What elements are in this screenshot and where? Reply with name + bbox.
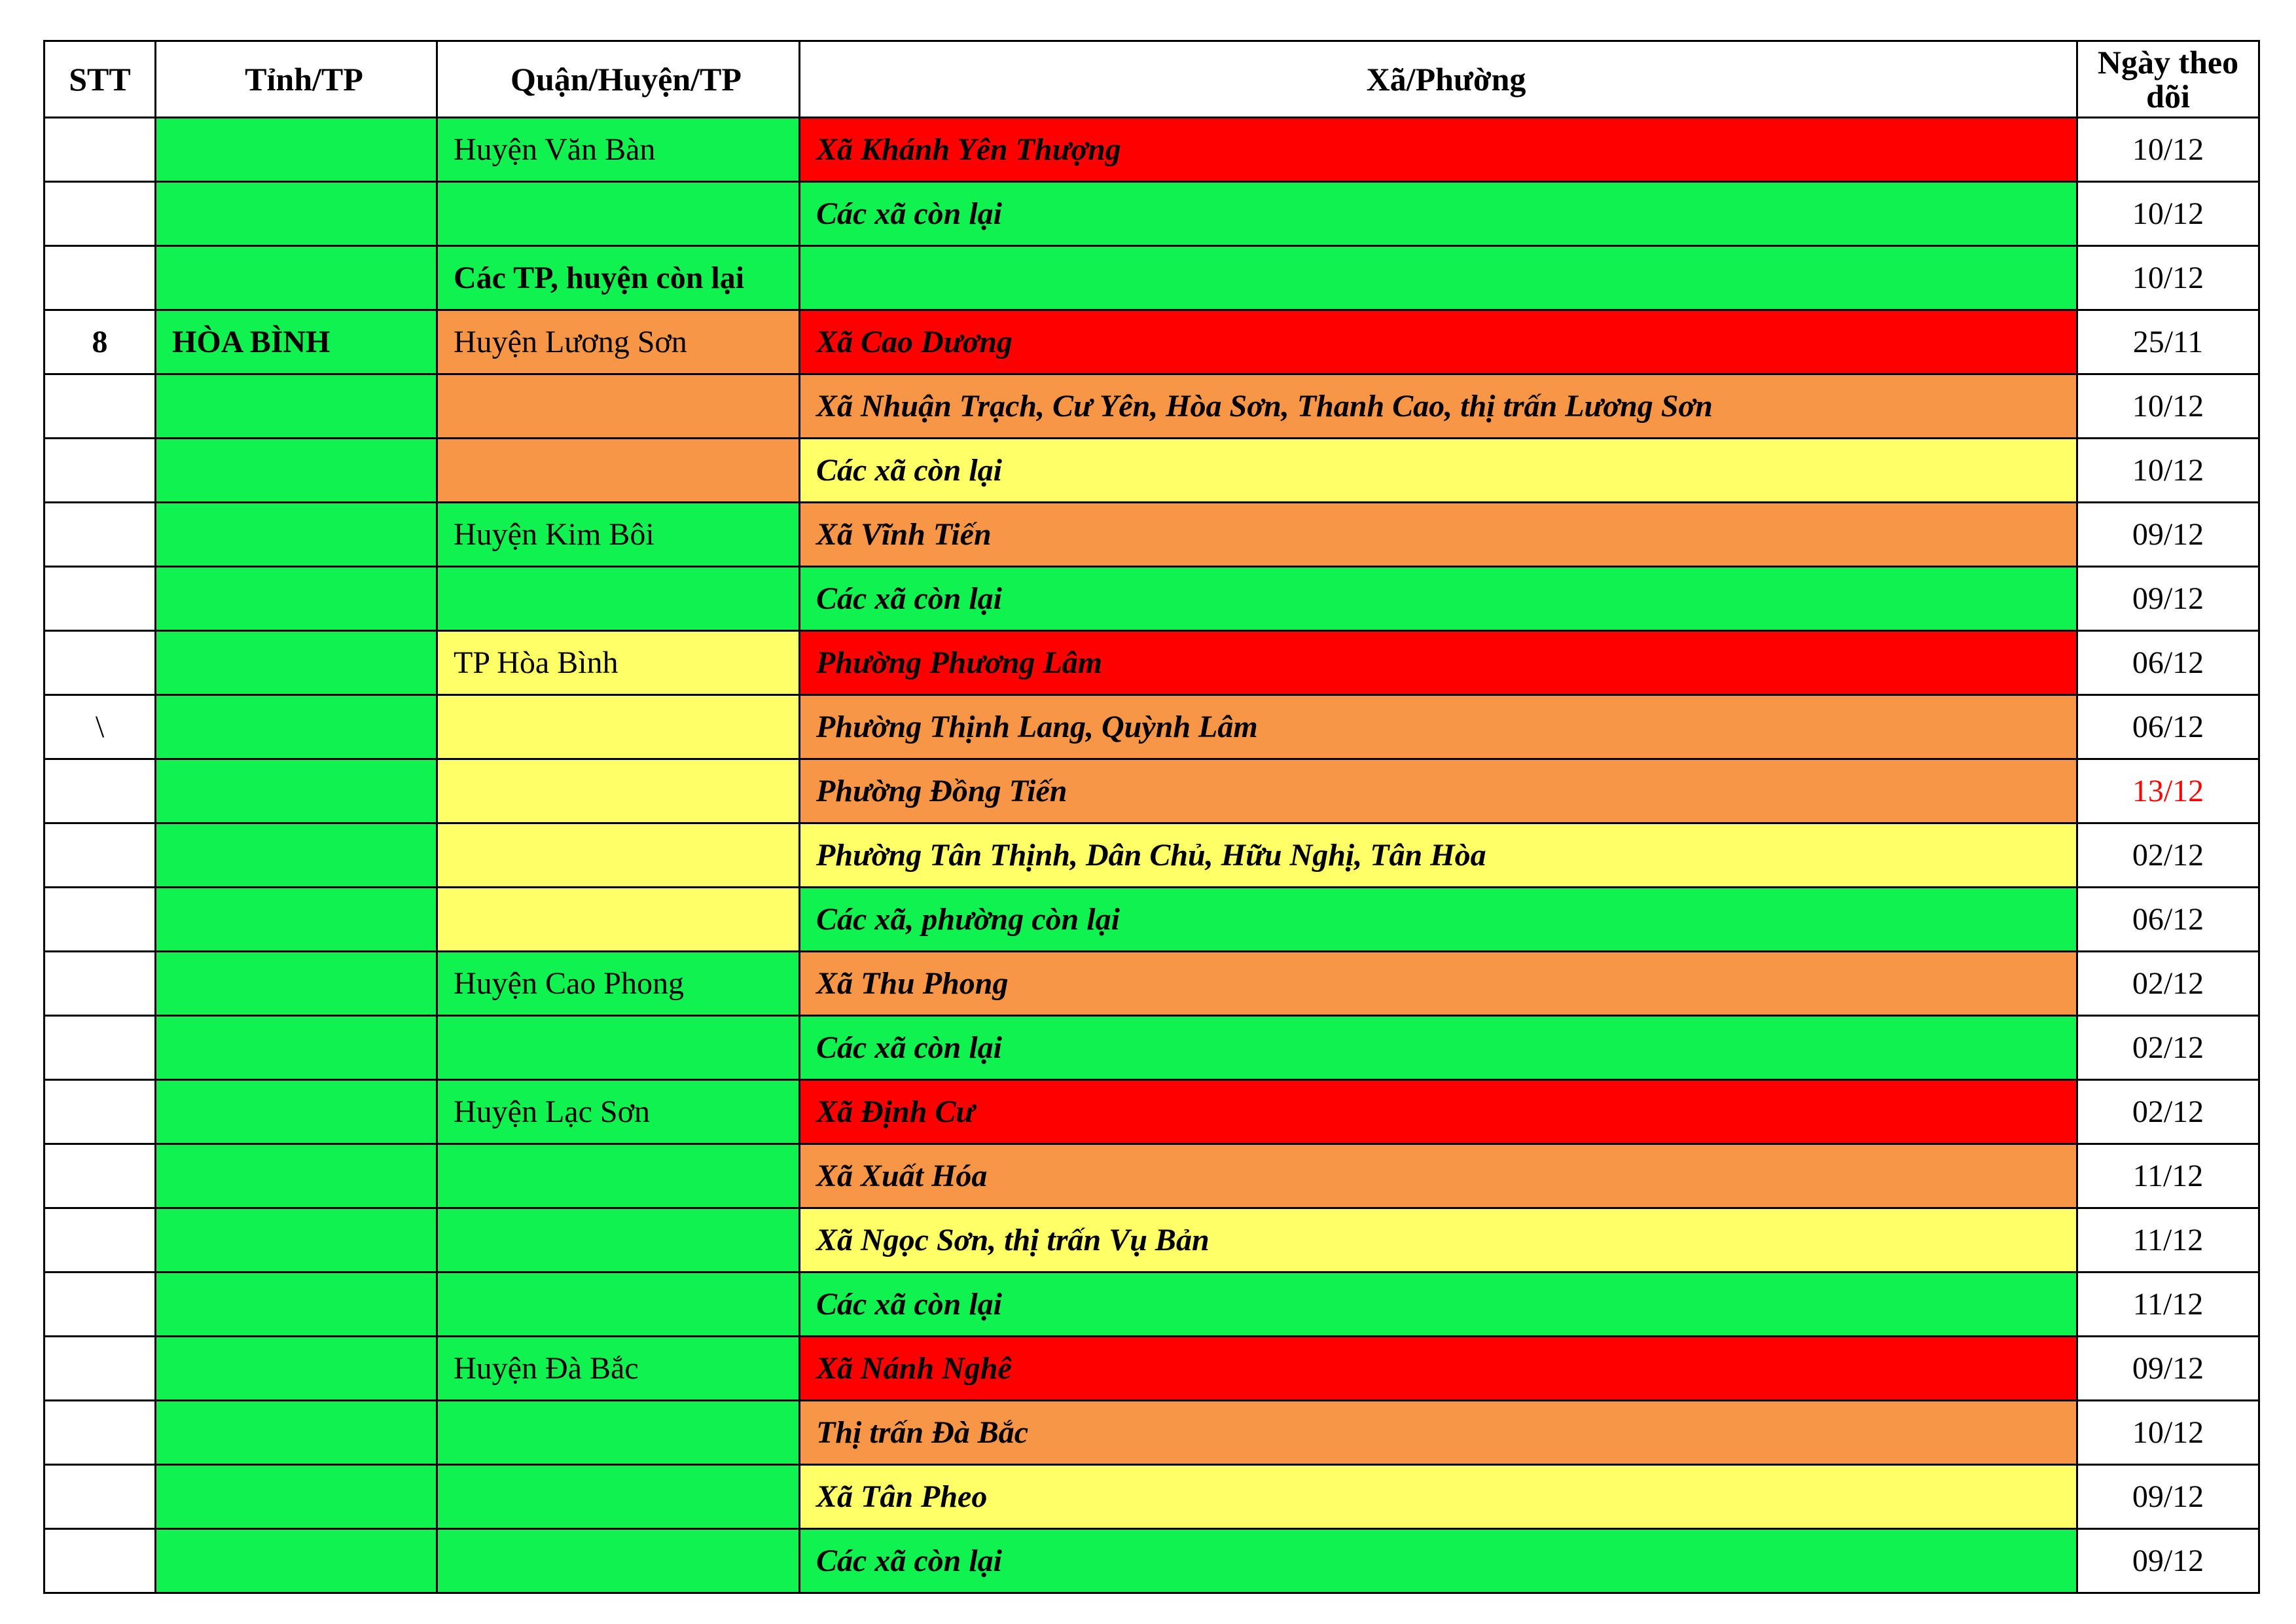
cell-province xyxy=(156,1272,437,1337)
table-row xyxy=(45,631,2259,695)
cell-date: 10/12 xyxy=(2077,246,2259,310)
cell-stt xyxy=(45,1208,156,1272)
cell-stt xyxy=(45,567,156,631)
cell-date: 10/12 xyxy=(2077,182,2259,246)
table-row xyxy=(45,1080,2259,1144)
cell-province: HÒA BÌNH xyxy=(156,310,437,374)
cell-ward: Xã Cao Dương xyxy=(800,310,2077,374)
cell-date: 11/12 xyxy=(2077,1208,2259,1272)
header-district: Quận/Huyện/TP xyxy=(437,41,800,118)
cell-district: Huyện Đà Bắc xyxy=(437,1337,800,1401)
cell-ward: Các xã còn lại xyxy=(800,1016,2077,1080)
cell-date: 06/12 xyxy=(2077,631,2259,695)
cell-district xyxy=(437,823,800,888)
header-row xyxy=(45,41,2259,118)
cell-date: 02/12 xyxy=(2077,823,2259,888)
cell-district xyxy=(437,759,800,823)
table-row xyxy=(45,118,2259,182)
cell-date: 10/12 xyxy=(2077,118,2259,182)
cell-date: 11/12 xyxy=(2077,1144,2259,1208)
cell-ward: Phường Phương Lâm xyxy=(800,631,2077,695)
cell-ward: Phường Đồng Tiến xyxy=(800,759,2077,823)
header-date: Ngày theo dõi xyxy=(2077,41,2259,118)
cell-district xyxy=(437,182,800,246)
cell-district xyxy=(437,374,800,439)
cell-date: 02/12 xyxy=(2077,1080,2259,1144)
cell-province xyxy=(156,1465,437,1529)
cell-stt xyxy=(45,1144,156,1208)
cell-date: 06/12 xyxy=(2077,695,2259,759)
cell-district xyxy=(437,1208,800,1272)
cell-district xyxy=(437,567,800,631)
cell-stt xyxy=(45,1272,156,1337)
cell-ward: Các xã còn lại xyxy=(800,439,2077,503)
table-row xyxy=(45,567,2259,631)
cell-stt xyxy=(45,1465,156,1529)
header-province: Tỉnh/TP xyxy=(156,41,437,118)
header-stt: STT xyxy=(45,41,156,118)
cell-date: 09/12 xyxy=(2077,1529,2259,1593)
table-row xyxy=(45,1401,2259,1465)
cell-district xyxy=(437,695,800,759)
cell-stt xyxy=(45,374,156,439)
cell-date: 25/11 xyxy=(2077,310,2259,374)
cell-stt: \ xyxy=(45,695,156,759)
table-row xyxy=(45,310,2259,374)
cell-province xyxy=(156,1144,437,1208)
table-row xyxy=(45,1337,2259,1401)
cell-ward: Xã Nhuận Trạch, Cư Yên, Hòa Sơn, Thanh Cao, thị trấn Lương Sơn xyxy=(800,374,2077,439)
table-row xyxy=(45,503,2259,567)
cell-district xyxy=(437,1016,800,1080)
cell-date: 02/12 xyxy=(2077,952,2259,1016)
cell-ward: Thị trấn Đà Bắc xyxy=(800,1401,2077,1465)
cell-district xyxy=(437,1465,800,1529)
cell-date: 09/12 xyxy=(2077,567,2259,631)
cell-province xyxy=(156,374,437,439)
cell-ward xyxy=(800,246,2077,310)
cell-province xyxy=(156,823,437,888)
cell-province xyxy=(156,503,437,567)
cell-date: 09/12 xyxy=(2077,1337,2259,1401)
cell-province xyxy=(156,1016,437,1080)
table-row xyxy=(45,1465,2259,1529)
cell-ward: Các xã còn lại xyxy=(800,1529,2077,1593)
cell-stt xyxy=(45,952,156,1016)
cell-district: Huyện Lương Sơn xyxy=(437,310,800,374)
cell-stt xyxy=(45,182,156,246)
cell-district: Huyện Lạc Sơn xyxy=(437,1080,800,1144)
cell-date: 10/12 xyxy=(2077,1401,2259,1465)
cell-date: 10/12 xyxy=(2077,439,2259,503)
table-row xyxy=(45,1208,2259,1272)
table-row xyxy=(45,439,2259,503)
cell-district: Huyện Kim Bôi xyxy=(437,503,800,567)
cell-ward: Xã Tân Pheo xyxy=(800,1465,2077,1529)
cell-date: 06/12 xyxy=(2077,888,2259,952)
cell-stt xyxy=(45,823,156,888)
cell-district: Các TP, huyện còn lại xyxy=(437,246,800,310)
table-row xyxy=(45,1272,2259,1337)
cell-province xyxy=(156,1401,437,1465)
cell-stt xyxy=(45,1529,156,1593)
table-row xyxy=(45,952,2259,1016)
table-row xyxy=(45,182,2259,246)
cell-ward: Các xã còn lại xyxy=(800,567,2077,631)
cell-stt xyxy=(45,1337,156,1401)
table-row xyxy=(45,759,2259,823)
cell-ward: Các xã còn lại xyxy=(800,182,2077,246)
cell-district xyxy=(437,1401,800,1465)
cell-ward: Xã Vĩnh Tiến xyxy=(800,503,2077,567)
cell-province xyxy=(156,246,437,310)
table-row xyxy=(45,1016,2259,1080)
cell-ward: Phường Thịnh Lang, Quỳnh Lâm xyxy=(800,695,2077,759)
table-row xyxy=(45,1144,2259,1208)
cell-province xyxy=(156,631,437,695)
table-row xyxy=(45,374,2259,439)
table-body xyxy=(45,118,2259,1593)
cell-date-highlighted: 13/12 xyxy=(2077,759,2259,823)
cell-stt: 8 xyxy=(45,310,156,374)
cell-ward: Xã Thu Phong xyxy=(800,952,2077,1016)
cell-province xyxy=(156,1337,437,1401)
table-row xyxy=(45,888,2259,952)
cell-date: 10/12 xyxy=(2077,374,2259,439)
cell-district: Huyện Văn Bàn xyxy=(437,118,800,182)
cell-province xyxy=(156,1529,437,1593)
cell-district: Huyện Cao Phong xyxy=(437,952,800,1016)
cell-province xyxy=(156,952,437,1016)
cell-stt xyxy=(45,118,156,182)
cell-stt xyxy=(45,631,156,695)
cell-stt xyxy=(45,503,156,567)
cell-ward: Các xã còn lại xyxy=(800,1272,2077,1337)
cell-stt xyxy=(45,759,156,823)
cell-ward: Xã Khánh Yên Thượng xyxy=(800,118,2077,182)
cell-province xyxy=(156,1208,437,1272)
cell-stt xyxy=(45,1080,156,1144)
cell-province xyxy=(156,182,437,246)
cell-district xyxy=(437,439,800,503)
table-row xyxy=(45,1529,2259,1593)
table-row xyxy=(45,695,2259,759)
cell-stt xyxy=(45,439,156,503)
cell-stt xyxy=(45,888,156,952)
cell-province xyxy=(156,888,437,952)
cell-district xyxy=(437,1272,800,1337)
cell-district: TP Hòa Bình xyxy=(437,631,800,695)
cell-date: 09/12 xyxy=(2077,503,2259,567)
cell-province xyxy=(156,759,437,823)
cell-district xyxy=(437,1529,800,1593)
covid-level-table xyxy=(43,40,2260,1594)
cell-province xyxy=(156,567,437,631)
cell-stt xyxy=(45,1016,156,1080)
table-row xyxy=(45,246,2259,310)
cell-province xyxy=(156,118,437,182)
table-row xyxy=(45,823,2259,888)
cell-province xyxy=(156,695,437,759)
cell-date: 11/12 xyxy=(2077,1272,2259,1337)
cell-ward: Phường Tân Thịnh, Dân Chủ, Hữu Nghị, Tân Hòa xyxy=(800,823,2077,888)
cell-date: 02/12 xyxy=(2077,1016,2259,1080)
cell-district xyxy=(437,1144,800,1208)
cell-stt xyxy=(45,246,156,310)
cell-ward: Xã Xuất Hóa xyxy=(800,1144,2077,1208)
cell-stt xyxy=(45,1401,156,1465)
header-ward: Xã/Phường xyxy=(800,41,2077,118)
cell-province xyxy=(156,1080,437,1144)
cell-ward: Xã Nánh Nghê xyxy=(800,1337,2077,1401)
cell-ward: Xã Định Cư xyxy=(800,1080,2077,1144)
cell-province xyxy=(156,439,437,503)
cell-district xyxy=(437,888,800,952)
cell-ward: Xã Ngọc Sơn, thị trấn Vụ Bản xyxy=(800,1208,2077,1272)
cell-ward: Các xã, phường còn lại xyxy=(800,888,2077,952)
cell-date: 09/12 xyxy=(2077,1465,2259,1529)
